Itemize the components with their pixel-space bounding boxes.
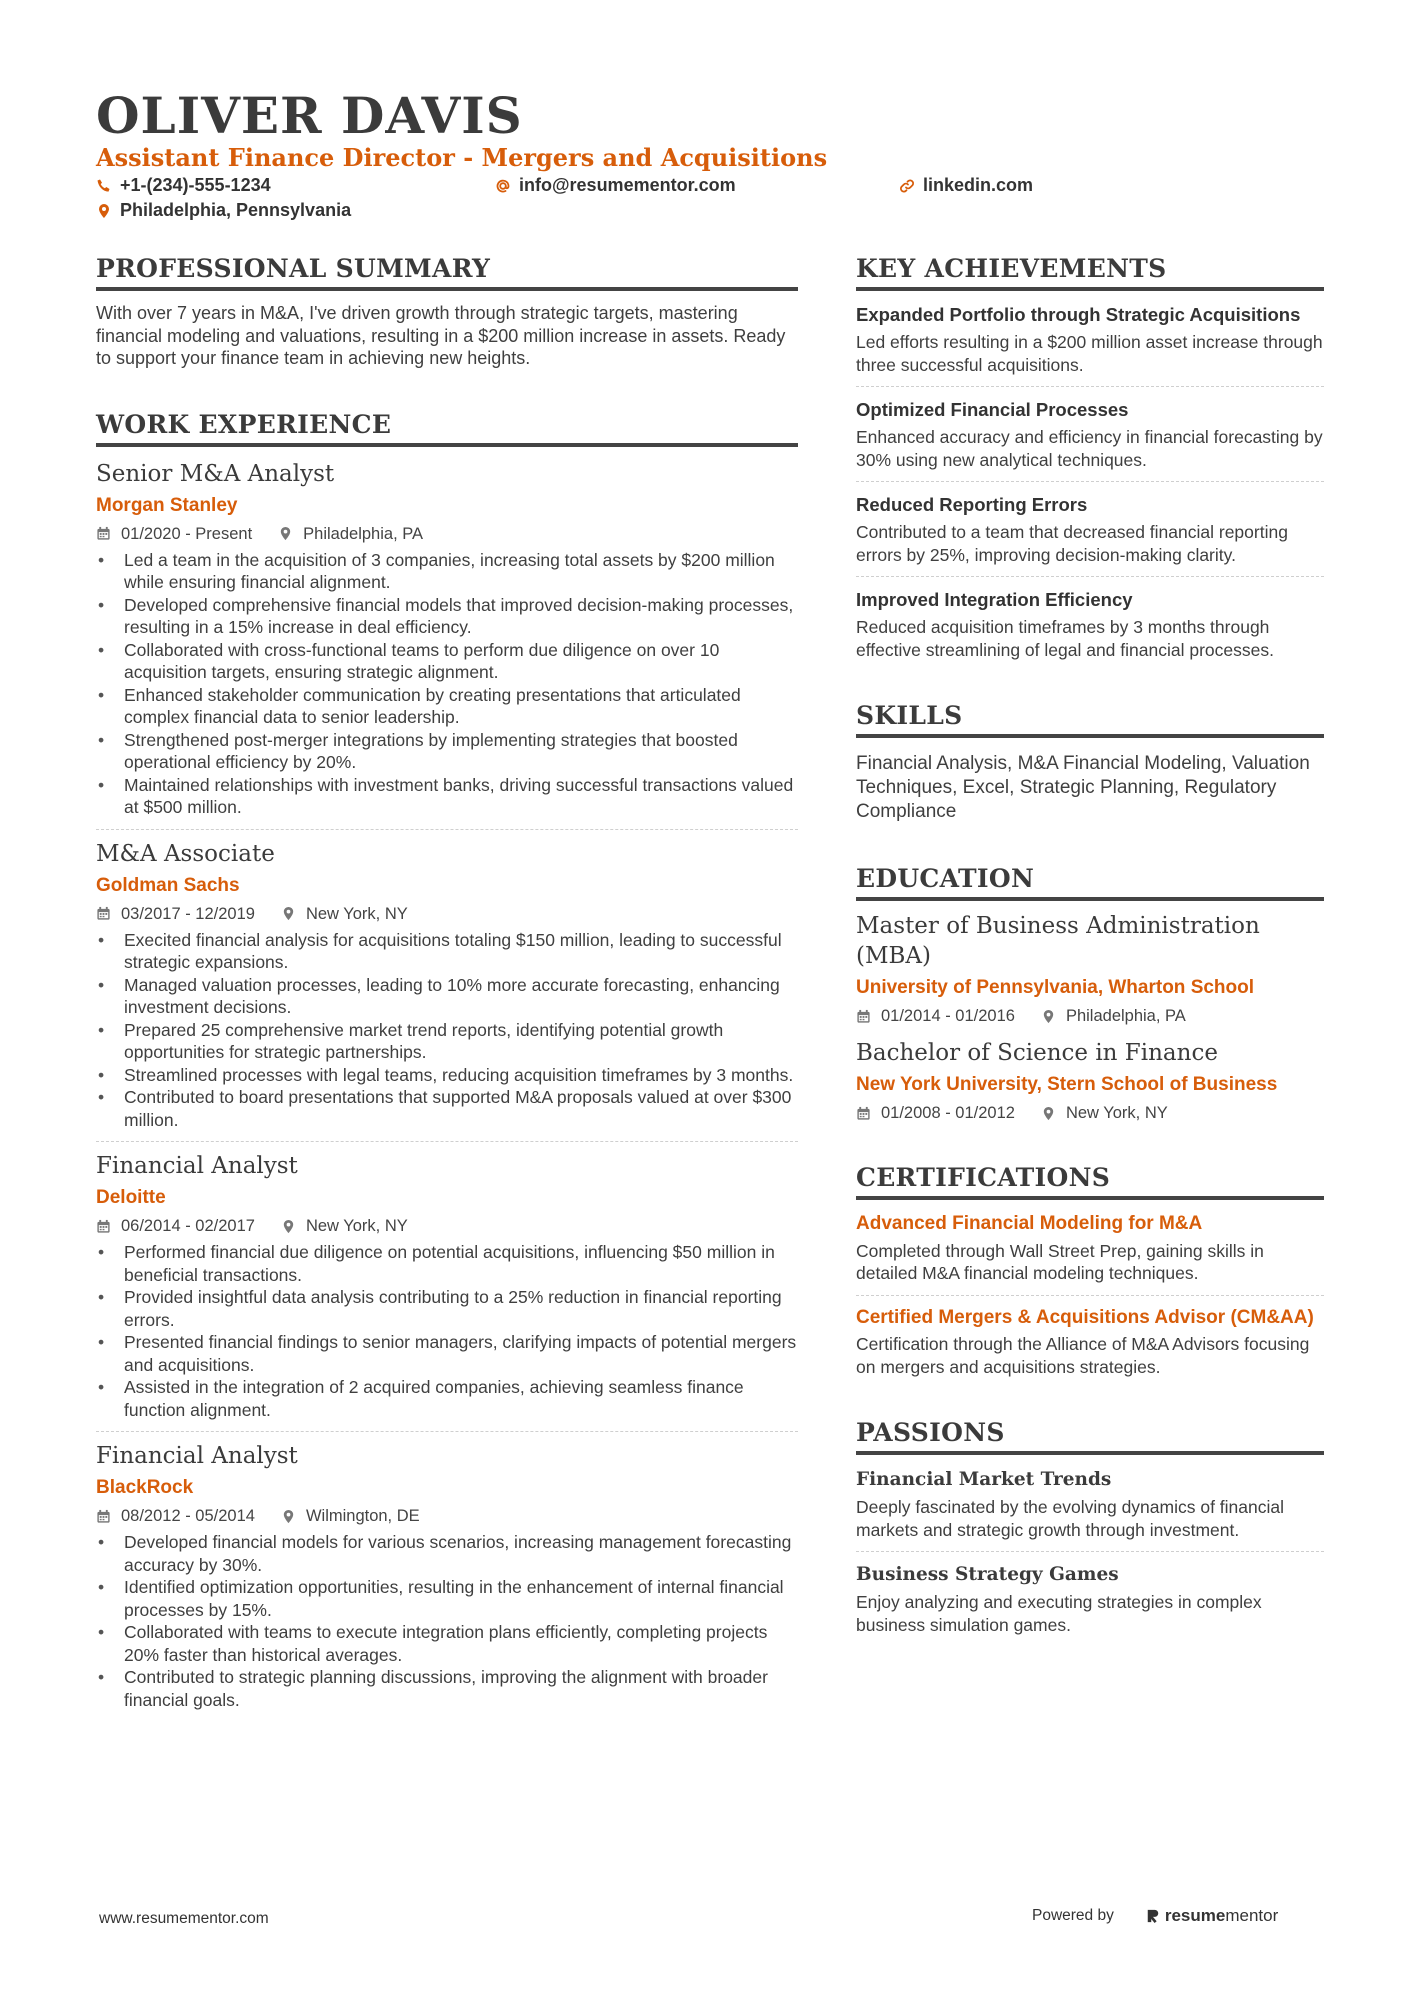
- job-entry: [96, 460, 798, 830]
- company-name: BlackRock: [96, 1477, 194, 1498]
- date-range: 01/2008 - 01/2012: [881, 1104, 1015, 1122]
- job-title: Financial Analyst: [96, 1443, 298, 1469]
- at-icon: [495, 178, 511, 194]
- contact-phone: +1-(234)-555-1234: [96, 175, 271, 196]
- certification-title: Certified Mergers & Acquisitions Advisor (CM&AA): [856, 1306, 1314, 1328]
- certification-desc: Completed through Wall Street Prep, gaining skills in detailed M&A financial modeling techniques.: [856, 1240, 1264, 1283]
- passion-item: [856, 1563, 1324, 1636]
- contact-location: Philadelphia, Pennsylvania: [96, 200, 351, 221]
- calendar-icon: [856, 1009, 871, 1024]
- divider: [856, 481, 1324, 482]
- passion-title: Financial Market Trends: [856, 1469, 1112, 1490]
- education-entry: [856, 911, 1324, 1026]
- bullet-item: • Collaborated with cross-functional teams to perform due diligence on over 10 acquisition targets, ensuring strategic alignment.: [96, 639, 798, 684]
- achievement-title: Expanded Portfolio through Strategic Acquisitions: [856, 304, 1301, 325]
- meta-location: New York, NY: [305, 904, 408, 923]
- meta-row: [96, 904, 798, 924]
- skills-text: Financial Analysis, M&A Financial Modeling, Valuation Techniques, Excel, Strategic Planning, Regulatory Compliance: [856, 753, 1310, 822]
- education-list: [856, 911, 1324, 1123]
- achievement-title: Optimized Financial Processes: [856, 399, 1129, 420]
- section-title-skills: SKILLS: [856, 701, 1324, 738]
- divider: [96, 1141, 798, 1142]
- achievement-item: [856, 588, 1324, 661]
- divider: [856, 576, 1324, 577]
- date-range: 08/2012 - 05/2014: [121, 1507, 255, 1525]
- divider: [856, 1551, 1324, 1552]
- candidate-name: OLIVER DAVIS: [96, 86, 523, 145]
- meta-location: Philadelphia, PA: [1065, 1007, 1186, 1025]
- location-pin-icon: [96, 203, 112, 219]
- achievement-item: [856, 303, 1324, 387]
- section-title-passions: PASSIONS: [856, 1418, 1324, 1455]
- achievement-item: [856, 398, 1324, 482]
- calendar-icon: [96, 1509, 111, 1524]
- location-pin-icon: [281, 906, 296, 921]
- education-entry: [856, 1038, 1324, 1123]
- bullet-item: • Managed valuation processes, leading to 10% more accurate forecasting, enhancing investment decisions.: [96, 974, 798, 1019]
- location-pin-icon: [278, 526, 293, 541]
- bullet-item: • Developed financial models for various scenarios, increasing management forecasting accuracy by 30%.: [96, 1531, 798, 1576]
- meta-row: [856, 1103, 1324, 1123]
- passion-desc: Enjoy analyzing and executing strategies in complex business simulation games.: [856, 1592, 1262, 1635]
- bullet-item: • Maintained relationships with investment banks, driving successful transactions valued at $500 million.: [96, 774, 798, 819]
- meta-location: Wilmington, DE: [305, 1507, 420, 1525]
- meta-row: [96, 1506, 798, 1526]
- certification-desc: Certification through the Alliance of M&A Advisors focusing on mergers and acquisitions strategies.: [856, 1334, 1310, 1377]
- degree-title: Master of Business Administration (MBA): [856, 913, 1260, 969]
- job-title: Financial Analyst: [96, 1153, 298, 1179]
- passions-list: [856, 1468, 1324, 1636]
- contact-linkedin[interactable]: linkedin.com: [899, 175, 1033, 196]
- bullet-item: • Provided insightful data analysis contributing to a 25% reduction in financial reporting errors.: [96, 1286, 798, 1331]
- divider: [856, 1295, 1324, 1296]
- meta-row: [96, 524, 798, 544]
- meta-location: Philadelphia, PA: [303, 524, 424, 543]
- bullet-item: • Streamlined processes with legal teams, reducing acquisition timeframes by 3 months.: [96, 1064, 798, 1087]
- date-range: 01/2014 - 01/2016: [881, 1007, 1015, 1025]
- job-title: M&A Associate: [96, 840, 275, 867]
- bullet-item: • Contributed to strategic planning discussions, improving the alignment with broader financial goals.: [96, 1666, 798, 1711]
- meta-row: [856, 1006, 1324, 1026]
- calendar-icon: [96, 906, 111, 921]
- company-name: Morgan Stanley: [96, 494, 238, 516]
- location-pin-icon: [281, 1509, 296, 1524]
- job-entry: [96, 840, 798, 1143]
- divider: [96, 1431, 798, 1432]
- section-title-education: EDUCATION: [856, 864, 1324, 901]
- bullet-item: • Enhanced stakeholder communication by creating presentations that articulated complex financial data to senior leadership.: [96, 684, 798, 729]
- bullet-item: • Strengthened post-merger integrations by implementing strategies that boosted operational efficiency by 20%.: [96, 729, 798, 774]
- degree-title: Bachelor of Science in Finance: [856, 1040, 1218, 1066]
- footer-powered: [1032, 1906, 1278, 1926]
- date-range: 03/2017 - 12/2019: [121, 904, 255, 923]
- footer-website[interactable]: www.resumementor.com: [99, 1910, 269, 1927]
- section-title-certifications: CERTIFICATIONS: [856, 1163, 1324, 1200]
- passion-title: Business Strategy Games: [856, 1564, 1119, 1585]
- bullet-item: • Execited financial analysis for acquisitions totaling $150 million, leading to successful strategic expansions.: [96, 929, 798, 974]
- brand-logo[interactable]: resume mentor: [1146, 1906, 1278, 1926]
- achievement-desc: Led efforts resulting in a $200 million asset increase through three successful acquisitions.: [856, 332, 1323, 375]
- certification-item: [856, 1307, 1324, 1379]
- location-pin-icon: [1041, 1009, 1056, 1024]
- bullet-item: • Performed financial due diligence on potential acquisitions, influencing $50 million in beneficial transactions.: [96, 1241, 798, 1286]
- candidate-headline: Assistant Finance Director - Mergers and Acquisitions: [96, 143, 828, 172]
- contact-email[interactable]: info@resumementor.com: [495, 175, 736, 196]
- passion-item: [856, 1468, 1324, 1552]
- section-title-achievements: KEY ACHIEVEMENTS: [856, 254, 1324, 291]
- school-name: New York University, Stern School of Business: [856, 1074, 1278, 1095]
- achievement-desc: Reduced acquisition timeframes by 3 months through effective streamlining of legal and financial processes.: [856, 617, 1274, 660]
- link-icon: [899, 178, 915, 194]
- phone-icon: [96, 178, 112, 194]
- experience-list: [96, 460, 798, 1712]
- bullet-item: • Contributed to board presentations that supported M&A proposals valued at over $300 million.: [96, 1086, 798, 1131]
- resumementor-logo-icon: [1146, 1907, 1160, 1925]
- job-bullets: [96, 549, 798, 819]
- section-title-experience: WORK EXPERIENCE: [96, 410, 798, 447]
- section-title-summary: PROFESSIONAL SUMMARY: [96, 254, 798, 291]
- bullet-item: • Prepared 25 comprehensive market trend reports, identifying potential growth opportunities for strategic partnerships.: [96, 1019, 798, 1064]
- job-bullets: [96, 1241, 798, 1421]
- right-column: [856, 254, 1324, 1636]
- achievement-item: [856, 493, 1324, 577]
- company-name: Goldman Sachs: [96, 874, 240, 896]
- certifications-list: [856, 1213, 1324, 1378]
- meta-row: [96, 1216, 798, 1236]
- bullet-item: • Assisted in the integration of 2 acquired companies, achieving seamless finance function alignment.: [96, 1376, 798, 1421]
- bullet-item: • Collaborated with teams to execute integration plans efficiently, completing projects 20% faster than historical averages.: [96, 1621, 798, 1666]
- achievement-desc: Contributed to a team that decreased financial reporting errors by 25%, improving decision-making clarity.: [856, 522, 1288, 565]
- bullet-item: • Identified optimization opportunities, resulting in the enhancement of internal financial processes by 15%.: [96, 1576, 798, 1621]
- calendar-icon: [96, 526, 111, 541]
- bullet-item: • Developed comprehensive financial models that improved decision-making processes, resulting in a 15% increase in deal efficiency.: [96, 594, 798, 639]
- achievement-title: Improved Integration Efficiency: [856, 589, 1133, 610]
- certification-title: Advanced Financial Modeling for M&A: [856, 1213, 1203, 1234]
- date-range: 06/2014 - 02/2017: [121, 1217, 255, 1235]
- powered-by-label: Powered by: [1032, 1907, 1114, 1924]
- summary-text: With over 7 years in M&A, I've driven growth through strategic targets, mastering financial modeling and valuations, resulting in a $200 million increase in assets. Ready to support your finance team in achieving new heights.: [96, 303, 786, 368]
- school-name: University of Pennsylvania, Wharton School: [856, 977, 1255, 998]
- calendar-icon: [96, 1219, 111, 1234]
- certification-item: [856, 1213, 1324, 1296]
- divider: [96, 829, 798, 830]
- calendar-icon: [856, 1106, 871, 1121]
- job-entry: [96, 1442, 798, 1711]
- bullet-item: • Presented financial findings to senior managers, clarifying impacts of potential mergers and acquisitions.: [96, 1331, 798, 1376]
- location-pin-icon: [281, 1219, 296, 1234]
- job-entry: [96, 1152, 798, 1432]
- divider: [856, 386, 1324, 387]
- bullet-item: • Led a team in the acquisition of 3 companies, increasing total assets by $200 million while ensuring financial alignment.: [96, 549, 798, 594]
- meta-location: New York, NY: [305, 1217, 408, 1235]
- achievement-title: Reduced Reporting Errors: [856, 494, 1088, 515]
- location-pin-icon: [1041, 1106, 1056, 1121]
- passion-desc: Deeply fascinated by the evolving dynamics of financial markets and strategic growth through investment.: [856, 1497, 1285, 1540]
- company-name: Deloitte: [96, 1187, 166, 1208]
- job-bullets: [96, 929, 798, 1132]
- meta-location: New York, NY: [1065, 1104, 1168, 1122]
- achievement-desc: Enhanced accuracy and efficiency in financial forecasting by 30% using new analytical techniques.: [856, 427, 1323, 470]
- date-range: 01/2020 - Present: [121, 524, 253, 543]
- achievements-list: [856, 303, 1324, 661]
- job-bullets: [96, 1531, 798, 1711]
- job-title: Senior M&A Analyst: [96, 460, 335, 487]
- left-column: [96, 254, 798, 1711]
